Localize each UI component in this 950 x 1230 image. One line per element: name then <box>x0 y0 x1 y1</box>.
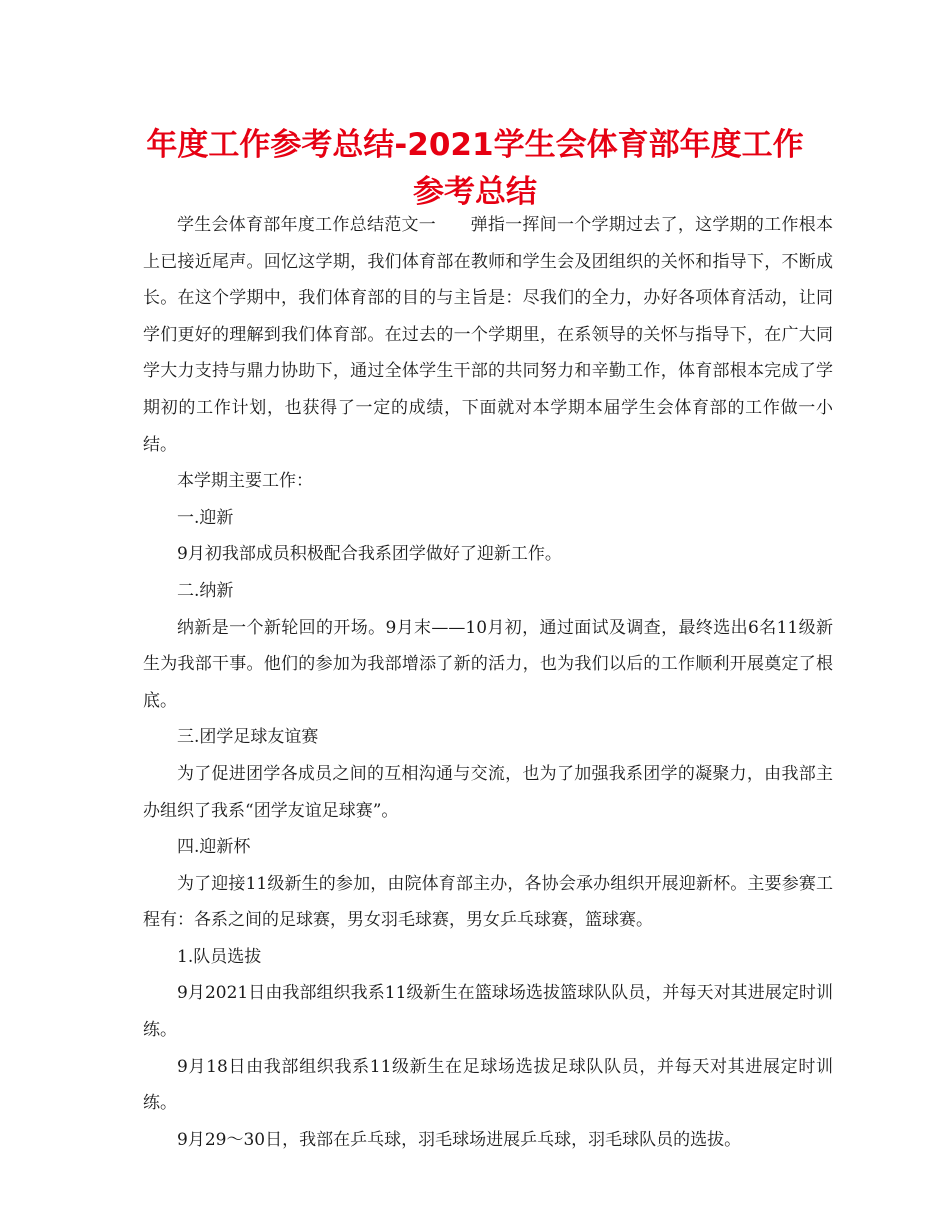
paragraph-intro: 学生会体育部年度工作总结范文一 弹指一挥间一个学期过去了，这学期的工作根本上已接近尾声。回忆这学期，我们体育部在教师和学生会及团组织的关怀和指导下，不断成长。在这个学期中，我们体育部的目的与主旨是：尽我们的全力，办好各项体育活动，让同学们更好的理解到我们体育部。在过去的一个学期里，在系领导的关怀与指导下，在广大同学大力支持与鼎力协助下，通过全体学生干部的共同努力和辛勤工作，体育部根本完成了学期初的工作计划，也获得了一定的成绩，下面就对本学期本届学生会体育部的工作做一小结。 <box>143 215 833 455</box>
section-heading-recruit: 二.纳新 <box>177 580 234 601</box>
document-title-line-1: 年度工作参考总结-2021学生会体育部年度工作 <box>146 127 804 163</box>
paragraph-basketball: 9月2021日由我部组织我系11级新生在篮球场选拔篮球队队员，并每天对其进展定时训练。 <box>143 983 833 1041</box>
section-heading-cup: 四.迎新杯 <box>177 837 251 858</box>
document-title-line-2: 参考总结 <box>413 174 537 210</box>
subheading-selection: 1.队员选拔 <box>177 946 262 967</box>
section-heading-football: 三.团学足球友谊赛 <box>177 727 319 748</box>
section-heading-welcome: 一.迎新 <box>177 507 234 528</box>
document-body <box>143 207 833 1158</box>
paragraph-football: 为了促进团学各成员之间的互相沟通与交流，也为了加强我系团学的凝聚力，由我部主办组织了我系“团学友谊足球赛”。 <box>143 763 833 821</box>
paragraph-cup: 为了迎接11级新生的参加，由院体育部主办，各协会承办组织开展迎新杯。主要参赛工程有：各系之间的足球赛，男女羽毛球赛，男女乒乓球赛，篮球赛。 <box>143 873 833 931</box>
paragraph-table-tennis: 9月29～30日，我部在乒乓球，羽毛球场进展乒乓球，羽毛球队员的选拔。 <box>177 1129 742 1150</box>
paragraph-main-work: 本学期主要工作： <box>177 471 313 492</box>
paragraph-welcome: 9月初我部成员积极配合我系团学做好了迎新工作。 <box>177 544 562 565</box>
paragraph-recruit: 纳新是一个新轮回的开场。9月末——10月初，通过面试及调查，最终选出6名11级新生为我部干事。他们的参加为我部增添了新的活力，也为我们以后的工作顺利开展奠定了根底。 <box>143 617 833 711</box>
paragraph-soccer: 9月18日由我部组织我系11级新生在足球场选拔足球队队员，并每天对其进展定时训练。 <box>143 1056 833 1114</box>
